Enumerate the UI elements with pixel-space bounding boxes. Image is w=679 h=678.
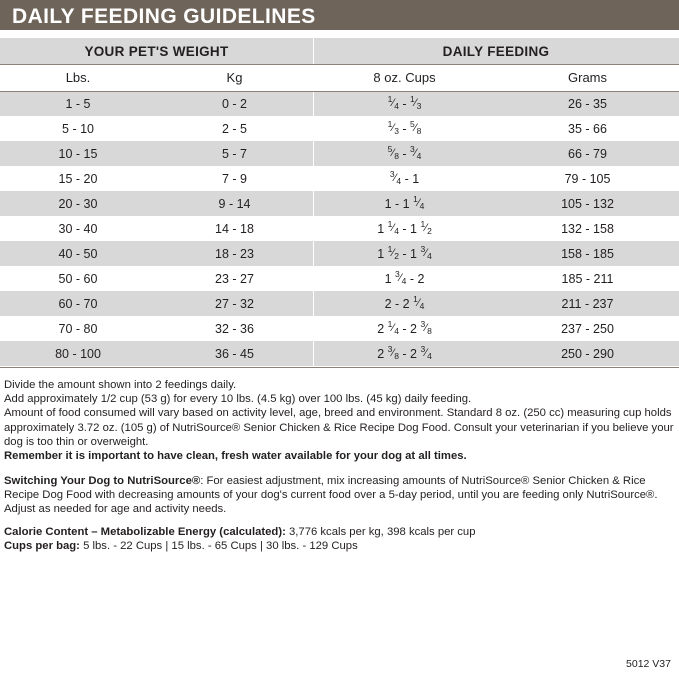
table-row — [0, 241, 679, 266]
cell-kg: 14 - 18 — [215, 221, 254, 236]
table-bottom-rule — [0, 367, 679, 368]
cell-grams: 237 - 250 — [561, 321, 614, 336]
cell-lbs: 70 - 80 — [58, 321, 98, 336]
note-line-1: Divide the amount shown into 2 feedings daily. — [4, 379, 237, 391]
cell-cups: 1 - 1 1 ⁄ 4 — [384, 194, 425, 211]
cell-cups: 1 1 ⁄ 4 - 1 1 ⁄ 2 — [377, 219, 432, 236]
cell-grams: 211 - 237 — [561, 296, 614, 311]
note-line-4: Remember it is important to have clean, fresh water available for your dog at all times. — [4, 450, 467, 463]
note-line-2: Add approximately 1/2 cup (53 g) for every 10 lbs. (4.5 kg) over 100 lbs. (45 kg) daily feeding. — [4, 393, 472, 406]
cell-kg: 27 - 32 — [215, 296, 254, 311]
cell-grams: 158 - 185 — [561, 246, 614, 261]
cell-grams: 105 - 132 — [561, 196, 614, 211]
column-header-cups: 8 oz. Cups — [373, 70, 436, 85]
table-rule-under-group-header — [0, 64, 679, 65]
cell-kg: 9 - 14 — [218, 196, 251, 211]
table-rule-under-column-header — [0, 91, 679, 92]
cups-per-bag-label: Cups per bag: — [4, 540, 80, 553]
cell-grams: 79 - 105 — [564, 171, 611, 186]
cell-kg: 0 - 2 — [221, 96, 247, 111]
cell-lbs: 1 - 5 — [65, 96, 91, 111]
table-row — [0, 91, 679, 116]
table-row — [0, 166, 679, 191]
feeding-table — [0, 38, 679, 366]
table-column-divider — [313, 38, 314, 368]
note-line-3: Amount of food consumed will vary based on activity level, age, breed and environment. Standard 8 oz. (250 cc) measuring cup holds approximately 3.72 oz. (105 g) of NutriSource® Senior Chicken & Rice Recipe Dog Food. Consult your veterinarian if you believe your dog is too thin or overweight. — [4, 407, 674, 448]
switching-registered-mark: ® — [191, 475, 201, 487]
table-row — [0, 341, 679, 366]
cell-kg: 7 - 9 — [221, 171, 247, 186]
calorie-notes — [4, 525, 676, 553]
cell-cups: 2 3 ⁄ 8 - 2 3 ⁄ 4 — [377, 344, 432, 361]
table-row — [0, 116, 679, 141]
switching-body: : For easiest adjustment, mix increasing amounts of NutriSource® Senior Chicken & Rice Recipe Dog Food with decreasing amounts of your dog's current food over a 5-day period, until you are feeding only NutriSource®. Adjust as needed for age and activity needs. — [4, 475, 658, 516]
cell-cups: 1 ⁄ 4 - 1 ⁄ 3 — [387, 94, 422, 111]
cell-grams: 66 - 79 — [568, 146, 607, 161]
cell-lbs: 15 - 20 — [58, 171, 98, 186]
cell-lbs: 10 - 15 — [58, 146, 98, 161]
page-title-bar — [0, 0, 679, 30]
cell-grams: 185 - 211 — [561, 271, 614, 286]
cell-lbs: 50 - 60 — [58, 271, 98, 286]
table-row — [0, 316, 679, 341]
cell-lbs: 20 - 30 — [58, 196, 98, 211]
group-header-weight: YOUR PET'S WEIGHT — [84, 43, 229, 59]
table-row — [0, 266, 679, 291]
cell-kg: 18 - 23 — [215, 246, 254, 261]
page-title: DAILY FEEDING GUIDELINES — [12, 5, 316, 28]
cell-cups: 1 3 ⁄ 4 - 2 — [384, 269, 425, 286]
switching-label: Switching Your Dog to NutriSource — [4, 475, 192, 487]
cell-grams: 35 - 66 — [568, 121, 607, 136]
cell-kg: 5 - 7 — [221, 146, 247, 161]
column-header-grams: Grams — [568, 70, 607, 85]
column-header-lbs: Lbs. — [65, 70, 91, 85]
cell-cups: 5 ⁄ 8 - 3 ⁄ 4 — [387, 144, 422, 161]
table-column-header-row — [0, 64, 679, 91]
cell-cups: 2 1 ⁄ 4 - 2 3 ⁄ 8 — [377, 319, 432, 336]
table-row — [0, 291, 679, 316]
switching-notes — [4, 474, 676, 517]
group-header-feeding: DAILY FEEDING — [442, 43, 550, 59]
cell-lbs: 30 - 40 — [58, 221, 98, 236]
cell-kg: 23 - 27 — [215, 271, 254, 286]
cell-lbs: 80 - 100 — [55, 346, 101, 361]
calorie-value: 3,776 kcals per kg, 398 kcals per cup — [285, 526, 476, 538]
cell-cups: 2 - 2 1 ⁄ 4 — [384, 294, 425, 311]
cell-cups: 1 1 ⁄ 2 - 1 3 ⁄ 4 — [377, 244, 432, 261]
cell-grams: 26 - 35 — [568, 96, 607, 111]
table-group-header-row — [0, 38, 679, 64]
cell-kg: 2 - 5 — [221, 121, 247, 136]
table-row — [0, 141, 679, 166]
cups-per-bag-value: 5 lbs. - 22 Cups | 15 lbs. - 65 Cups | 30 lbs. - 129 Cups — [79, 540, 358, 553]
calorie-label: Calorie Content – Metabolizable Energy (calculated): — [4, 526, 286, 538]
footer-code: 5012 V37 — [626, 658, 671, 670]
cell-grams: 132 - 158 — [561, 221, 614, 236]
table-row — [0, 216, 679, 241]
cell-lbs: 60 - 70 — [58, 296, 98, 311]
table-row — [0, 191, 679, 216]
cell-kg: 36 - 45 — [215, 346, 254, 361]
cell-grams: 250 - 290 — [561, 346, 614, 361]
cell-cups: 3 ⁄ 4 - 1 — [389, 169, 420, 186]
cell-kg: 32 - 36 — [215, 321, 254, 336]
column-header-kg: Kg — [226, 70, 243, 85]
cell-cups: 1 ⁄ 3 - 5 ⁄ 8 — [387, 119, 422, 136]
cell-lbs: 5 - 10 — [62, 121, 94, 136]
feeding-notes — [4, 378, 676, 463]
cell-lbs: 40 - 50 — [58, 246, 98, 261]
